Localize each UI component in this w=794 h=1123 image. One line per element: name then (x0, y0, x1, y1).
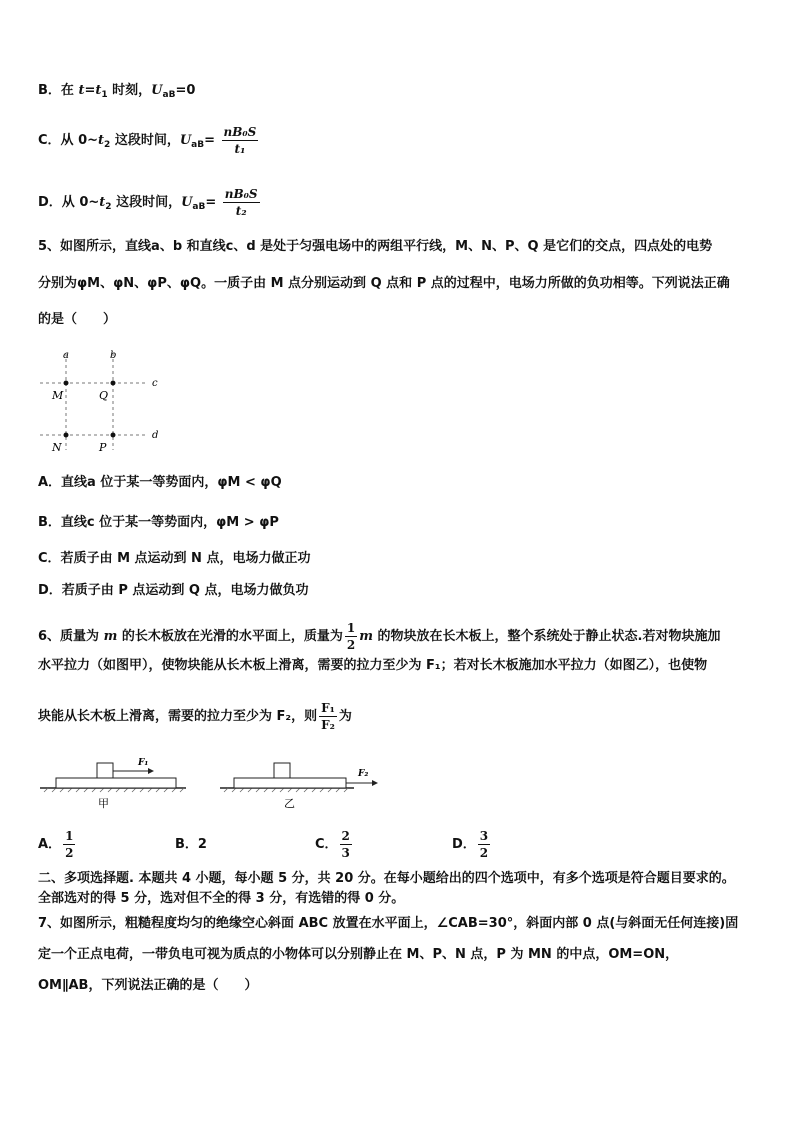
q6a-fraction: $\frac{1}{2}$ (65, 829, 74, 860)
block-yi (274, 763, 290, 778)
label-q: Q (99, 389, 109, 402)
q5-option-a: A．直线a 位于某一等势面内，φM < φQ (38, 475, 282, 490)
q5-figure (36, 345, 176, 455)
long-board-jia (56, 778, 176, 788)
q4-option-d: D．从 $0\sim t_2$ 这段时间，$U_{aB}=$ $\frac{\text{nB₀S}}{\text{t₂}}$ (38, 187, 258, 218)
q4c-fraction: $\frac{\text{nB₀S}}{\text{t₁}}$ (223, 125, 257, 156)
point-p (111, 433, 116, 438)
q6-stem-line2: 水平拉力（如图甲），使物块能从长木板上滑离，需要的拉力至少为 F₁；若对长木板施加水平拉力（如图乙），也使物 (38, 658, 708, 673)
q6-option-b: B．2 (175, 837, 207, 852)
block-jia (97, 763, 113, 778)
q6-option-a: A． $\frac{1}{2}$ (38, 829, 74, 860)
q7-stem-line2: 定一个正点电荷，一带负电可视为质点的小物体可以分别静止在 M、P、N 点，P 为 MN 的中点，OM=ON， (38, 947, 679, 962)
label-d: d (152, 430, 159, 441)
figure-yi (220, 763, 378, 810)
point-m (64, 381, 69, 386)
label-n: N (52, 441, 62, 454)
q6-option-d: D． $\frac{3}{2}$ (452, 829, 489, 860)
q6-half-fraction: $\frac{1}{2}$ (346, 621, 356, 652)
q6-figure (36, 755, 396, 815)
f2-label: F₂ (358, 769, 369, 779)
long-board-yi (234, 778, 346, 788)
q6d-fraction: $\frac{3}{2}$ (479, 829, 489, 860)
point-n (64, 433, 69, 438)
label-m: M (52, 389, 64, 402)
q7-stem-line1: 7、如图所示，粗糙程度均匀的绝缘空心斜面 ABC 放置在水平面上，∠CAB=30°，斜面内部 0 点(与斜面无任何连接)固 (38, 916, 739, 931)
q5-stem-line2: 分别为φM、φN、φP、φQ。一质子由 M 点分别运动到 Q 点和 P 点的过程中，电场力所做的负功相等。下列说法正确 (38, 276, 730, 291)
label-p: P (99, 441, 107, 454)
point-q (111, 381, 116, 386)
q5-stem-line3: 的是（ ） (38, 312, 117, 327)
label-a: a (63, 350, 69, 361)
q4-option-b: B．在 $t=t_1$ 时刻，$U_{aB}=0$ (38, 83, 196, 100)
section2-line1: 二、多项选择题. 本题共 4 小题，每小题 5 分，共 20 分。在每小题给出的四个选项中，有多个选项是符合题目要求的。 (38, 871, 735, 886)
label-jia: 甲 (98, 797, 109, 810)
q6-option-c: C． $\frac{2}{3}$ (315, 829, 350, 860)
q4d-fraction: $\frac{\text{nB₀S}}{\text{t₂}}$ (224, 187, 258, 218)
q6c-fraction: $\frac{2}{3}$ (341, 829, 350, 860)
section2-line2: 全部选对的得 5 分，选对但不全的得 3 分，有选错的得 0 分。 (38, 891, 405, 906)
figure-jia (40, 758, 186, 810)
q7-stem-line3: OM∥AB，下列说法正确的是（ ） (38, 978, 258, 993)
label-c: c (152, 378, 158, 389)
q5-option-b: B．直线c 位于某一等势面内，φM > φP (38, 515, 279, 530)
f1-label: F₁ (138, 758, 149, 768)
q6-stem-line1: 6、质量为 m 的长木板放在光滑的水平面上，质量为 $\frac{1}{2}$ m 的物块放在长木板上，整个系统处于静止状态.若对物块施加 (38, 621, 721, 652)
q6-stem-line3: 块能从长木板上滑离，需要的拉力至少为 F₂，则 $\frac{\text{F₁}}{\text{F₂}}$ 为 (38, 701, 352, 732)
label-b: b (110, 350, 117, 361)
q5-stem-line1: 5、如图所示，直线a、b 和直线c、d 是处于匀强电场中的两组平行线，M、N、P、Q 是它们的交点，四点处的电势 (38, 239, 713, 254)
q5-option-d: D．若质子由 P 点运动到 Q 点，电场力做负功 (38, 583, 309, 598)
label-yi: 乙 (284, 797, 295, 810)
q6-ratio-fraction: $\frac{\text{F₁}}{\text{F₂}}$ (321, 701, 335, 732)
q4-option-c: C．从 $0\sim t_2$ 这段时间，$U_{aB}=$ $\frac{\text{nB₀S}}{\text{t₁}}$ (38, 125, 257, 156)
q5-option-c: C．若质子由 M 点运动到 N 点，电场力做正功 (38, 551, 311, 566)
